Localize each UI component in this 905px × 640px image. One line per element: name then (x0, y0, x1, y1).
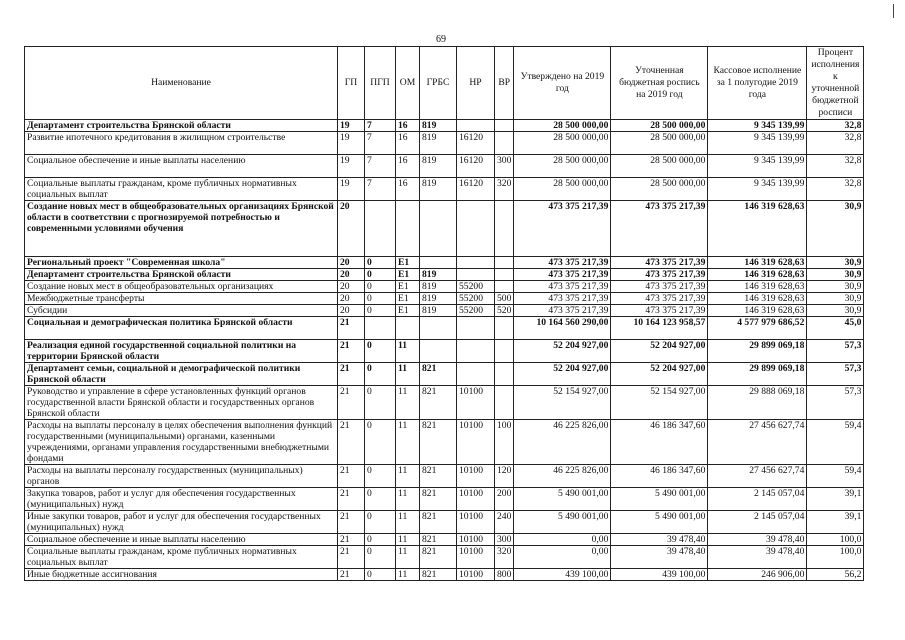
cell-percent: 30,9 (807, 305, 864, 317)
header-gp: ГП (338, 47, 365, 120)
cell-percent: 30,9 (807, 269, 864, 281)
cell-approved: 0,00 (514, 534, 611, 546)
cell-refined: 28 500 000,00 (611, 155, 708, 178)
cell-pgp: 7 (365, 155, 396, 178)
cell-gp: 21 (338, 363, 365, 386)
cell-gp: 21 (338, 317, 365, 340)
table-row (25, 420, 864, 465)
cell-vr (495, 340, 514, 363)
table-row (25, 293, 864, 305)
cell-nr: 10100 (457, 546, 495, 569)
cell-refined: 28 500 000,00 (611, 178, 708, 201)
table-row (25, 363, 864, 386)
cell-pgp: 0 (365, 269, 396, 281)
cell-refined: 28 500 000,00 (611, 132, 708, 155)
cell-gp: 21 (338, 340, 365, 363)
cell-percent: 30,9 (807, 281, 864, 293)
cell-approved: 473 375 217,39 (514, 305, 611, 317)
cell-percent: 57,3 (807, 340, 864, 363)
cell-om: 16 (396, 120, 420, 132)
table-row (25, 546, 864, 569)
budget-table (24, 46, 864, 581)
cell-approved: 473 375 217,39 (514, 269, 611, 281)
table-row (25, 534, 864, 546)
cell-percent: 32,8 (807, 132, 864, 155)
cell-cash: 4 577 979 686,52 (708, 317, 807, 340)
cell-om (396, 201, 420, 257)
header-refined: Уточненная бюджетная роспись на 2019 год (611, 47, 708, 120)
cell-grbs (420, 340, 457, 363)
cell-percent: 45,0 (807, 317, 864, 340)
cell-grbs: 821 (420, 420, 457, 465)
cell-percent: 39,1 (807, 511, 864, 534)
cell-nr (457, 317, 495, 340)
header-name: Наименование (25, 47, 338, 120)
cell-refined: 473 375 217,39 (611, 257, 708, 269)
cell-cash: 9 345 139,99 (708, 132, 807, 155)
cell-nr: 16120 (457, 132, 495, 155)
cell-name: Социальные выплаты гражданам, кроме публичных нормативных социальных выплат (25, 178, 338, 201)
cell-approved: 52 204 927,00 (514, 340, 611, 363)
cell-nr: 10100 (457, 420, 495, 465)
cell-nr: 10100 (457, 569, 495, 581)
cell-pgp: 0 (365, 305, 396, 317)
cell-refined: 46 186 347,60 (611, 465, 708, 488)
cell-cash: 9 345 139,99 (708, 155, 807, 178)
table-row (25, 465, 864, 488)
cell-vr (495, 120, 514, 132)
cell-approved: 473 375 217,39 (514, 257, 611, 269)
cell-gp: 19 (338, 178, 365, 201)
cell-percent: 100,0 (807, 534, 864, 546)
cell-vr: 520 (495, 305, 514, 317)
header-pgp: ПГП (365, 47, 396, 120)
cell-approved: 28 500 000,00 (514, 178, 611, 201)
cell-vr: 800 (495, 569, 514, 581)
cell-pgp: 7 (365, 178, 396, 201)
cell-nr: 10100 (457, 488, 495, 511)
cell-name: Руководство и управление в сфере установленных функций органов государственной власти Брянской области и государственных органов Брянской области (25, 386, 338, 420)
cell-om: 11 (396, 511, 420, 534)
cell-gp: 21 (338, 534, 365, 546)
cell-refined: 28 500 000,00 (611, 120, 708, 132)
cell-cash: 29 899 069,18 (708, 340, 807, 363)
cell-gp: 20 (338, 305, 365, 317)
table-row (25, 317, 864, 340)
cell-pgp: 0 (365, 363, 396, 386)
cell-grbs (420, 201, 457, 257)
table-row (25, 269, 864, 281)
cell-om: 16 (396, 178, 420, 201)
table-row (25, 511, 864, 534)
cell-nr: 55200 (457, 293, 495, 305)
edge-mark (893, 4, 894, 18)
cell-vr: 320 (495, 546, 514, 569)
cell-percent: 32,8 (807, 120, 864, 132)
cell-grbs: 819 (420, 269, 457, 281)
cell-approved: 28 500 000,00 (514, 155, 611, 178)
table-body (25, 120, 864, 581)
cell-refined: 39 478,40 (611, 546, 708, 569)
cell-percent: 32,8 (807, 155, 864, 178)
cell-nr (457, 120, 495, 132)
table-row (25, 155, 864, 178)
cell-refined: 46 186 347,60 (611, 420, 708, 465)
cell-vr: 200 (495, 488, 514, 511)
cell-grbs (420, 317, 457, 340)
cell-approved: 10 164 560 290,00 (514, 317, 611, 340)
cell-pgp: 0 (365, 569, 396, 581)
cell-gp: 19 (338, 120, 365, 132)
cell-om: 11 (396, 363, 420, 386)
cell-percent: 30,9 (807, 293, 864, 305)
cell-vr (495, 386, 514, 420)
cell-cash: 246 906,00 (708, 569, 807, 581)
cell-om: E1 (396, 293, 420, 305)
cell-percent: 30,9 (807, 201, 864, 257)
cell-pgp (365, 317, 396, 340)
cell-pgp: 7 (365, 120, 396, 132)
cell-percent: 32,8 (807, 178, 864, 201)
cell-name: Расходы на выплаты персоналу государственных (муниципальных) органов (25, 465, 338, 488)
cell-approved: 52 154 927,00 (514, 386, 611, 420)
cell-gp: 19 (338, 132, 365, 155)
header-percent: Процент исполнения к уточненной бюджетной росписи (807, 47, 864, 120)
cell-cash: 146 319 628,63 (708, 305, 807, 317)
cell-name: Департамент семьи, социальной и демографической политики Брянской области (25, 363, 338, 386)
cell-approved: 28 500 000,00 (514, 120, 611, 132)
cell-gp: 20 (338, 293, 365, 305)
cell-pgp: 0 (365, 293, 396, 305)
cell-refined: 52 204 927,00 (611, 340, 708, 363)
cell-nr (457, 201, 495, 257)
cell-grbs: 821 (420, 488, 457, 511)
cell-approved: 5 490 001,00 (514, 488, 611, 511)
cell-vr (495, 269, 514, 281)
cell-pgp: 0 (365, 257, 396, 269)
cell-refined: 10 164 123 958,57 (611, 317, 708, 340)
cell-cash: 39 478,40 (708, 534, 807, 546)
cell-cash: 39 478,40 (708, 546, 807, 569)
cell-name: Департамент строительства Брянской области (25, 120, 338, 132)
cell-om: 11 (396, 488, 420, 511)
cell-refined: 52 204 927,00 (611, 363, 708, 386)
cell-pgp: 7 (365, 132, 396, 155)
cell-vr (495, 363, 514, 386)
cell-om: 11 (396, 340, 420, 363)
cell-cash: 9 345 139,99 (708, 178, 807, 201)
cell-gp: 20 (338, 269, 365, 281)
cell-approved: 0,00 (514, 546, 611, 569)
header-cash: Кассовое исполнение за 1 полугодие 2019 года (708, 47, 807, 120)
cell-grbs: 821 (420, 511, 457, 534)
cell-om: 11 (396, 465, 420, 488)
table-row (25, 281, 864, 293)
cell-grbs: 819 (420, 293, 457, 305)
table-row (25, 340, 864, 363)
cell-vr: 240 (495, 511, 514, 534)
cell-nr (457, 269, 495, 281)
cell-approved: 52 204 927,00 (514, 363, 611, 386)
cell-om: E1 (396, 269, 420, 281)
cell-vr: 100 (495, 420, 514, 465)
cell-refined: 5 490 001,00 (611, 488, 708, 511)
cell-cash: 27 456 627,74 (708, 465, 807, 488)
table-row (25, 569, 864, 581)
cell-grbs: 819 (420, 132, 457, 155)
cell-cash: 146 319 628,63 (708, 257, 807, 269)
cell-approved: 473 375 217,39 (514, 293, 611, 305)
cell-approved: 439 100,00 (514, 569, 611, 581)
cell-approved: 5 490 001,00 (514, 511, 611, 534)
cell-refined: 39 478,40 (611, 534, 708, 546)
cell-name: Создание новых мест в общеобразовательных организациях Брянской области в соответствии с прогнозируемой потребностью и современными условиями обучения (25, 201, 338, 257)
cell-cash: 2 145 057,04 (708, 511, 807, 534)
cell-pgp: 0 (365, 281, 396, 293)
table-row (25, 132, 864, 155)
cell-refined: 473 375 217,39 (611, 201, 708, 257)
cell-name: Межбюджетные трансферты (25, 293, 338, 305)
cell-name: Социальная и демографическая политика Брянской области (25, 317, 338, 340)
cell-nr: 10100 (457, 534, 495, 546)
cell-gp: 21 (338, 569, 365, 581)
header-grbs: ГРБС (420, 47, 457, 120)
cell-name: Расходы на выплаты персоналу в целях обеспечения выполнения функций государственными (муниципальными) органами, казенными учреждениями, органами управления государственными внебюджетными фондами (25, 420, 338, 465)
cell-grbs: 821 (420, 386, 457, 420)
cell-pgp (365, 201, 396, 257)
table-row (25, 386, 864, 420)
cell-om: 16 (396, 132, 420, 155)
cell-name: Субсидии (25, 305, 338, 317)
cell-name: Иные закупки товаров, работ и услуг для обеспечения государственных (муниципальных) нужд (25, 511, 338, 534)
cell-name: Социальное обеспечение и иные выплаты населению (25, 534, 338, 546)
cell-gp: 21 (338, 420, 365, 465)
cell-cash: 29 899 069,18 (708, 363, 807, 386)
cell-percent: 39,1 (807, 488, 864, 511)
cell-pgp: 0 (365, 420, 396, 465)
cell-refined: 473 375 217,39 (611, 269, 708, 281)
cell-gp: 19 (338, 155, 365, 178)
cell-name: Региональный проект "Современная школа" (25, 257, 338, 269)
cell-gp: 21 (338, 511, 365, 534)
cell-pgp: 0 (365, 340, 396, 363)
cell-grbs: 819 (420, 155, 457, 178)
cell-gp: 20 (338, 281, 365, 293)
cell-approved: 473 375 217,39 (514, 281, 611, 293)
cell-vr: 320 (495, 178, 514, 201)
cell-grbs (420, 257, 457, 269)
cell-name: Создание новых мест в общеобразовательных организациях (25, 281, 338, 293)
cell-percent: 57,3 (807, 363, 864, 386)
cell-grbs: 819 (420, 178, 457, 201)
cell-grbs: 819 (420, 120, 457, 132)
cell-om (396, 317, 420, 340)
cell-percent: 56,2 (807, 569, 864, 581)
cell-refined: 473 375 217,39 (611, 281, 708, 293)
cell-cash: 146 319 628,63 (708, 293, 807, 305)
cell-grbs: 819 (420, 305, 457, 317)
cell-percent: 59,4 (807, 465, 864, 488)
cell-name: Иные бюджетные ассигнования (25, 569, 338, 581)
cell-cash: 2 145 057,04 (708, 488, 807, 511)
cell-om: 11 (396, 386, 420, 420)
cell-vr: 300 (495, 155, 514, 178)
cell-approved: 46 225 826,00 (514, 420, 611, 465)
cell-om: E1 (396, 257, 420, 269)
cell-cash: 29 888 069,18 (708, 386, 807, 420)
cell-nr (457, 340, 495, 363)
cell-name: Департамент строительства Брянской области (25, 269, 338, 281)
cell-percent: 100,0 (807, 546, 864, 569)
cell-nr: 10100 (457, 511, 495, 534)
cell-gp: 21 (338, 386, 365, 420)
cell-grbs: 819 (420, 281, 457, 293)
cell-vr (495, 317, 514, 340)
cell-cash: 146 319 628,63 (708, 201, 807, 257)
header-nr: НР (457, 47, 495, 120)
cell-om: 11 (396, 569, 420, 581)
header-approved: Утверждено на 2019 год (514, 47, 611, 120)
cell-nr: 16120 (457, 155, 495, 178)
cell-om: 11 (396, 420, 420, 465)
cell-refined: 52 154 927,00 (611, 386, 708, 420)
table-row (25, 488, 864, 511)
cell-approved: 28 500 000,00 (514, 132, 611, 155)
table-row (25, 178, 864, 201)
cell-nr (457, 257, 495, 269)
cell-vr (495, 281, 514, 293)
cell-nr: 10100 (457, 465, 495, 488)
cell-pgp: 0 (365, 488, 396, 511)
cell-grbs: 821 (420, 465, 457, 488)
cell-vr (495, 132, 514, 155)
table-header-row (25, 47, 864, 120)
cell-name: Социальное обеспечение и иные выплаты населению (25, 155, 338, 178)
cell-pgp: 0 (365, 534, 396, 546)
header-om: ОМ (396, 47, 420, 120)
cell-gp: 21 (338, 546, 365, 569)
cell-om: 11 (396, 534, 420, 546)
cell-vr: 120 (495, 465, 514, 488)
cell-percent: 57,3 (807, 386, 864, 420)
cell-name: Закупка товаров, работ и услуг для обеспечения государственных (муниципальных) нужд (25, 488, 338, 511)
cell-percent: 30,9 (807, 257, 864, 269)
cell-gp: 21 (338, 488, 365, 511)
cell-vr: 500 (495, 293, 514, 305)
cell-nr: 55200 (457, 305, 495, 317)
cell-vr: 300 (495, 534, 514, 546)
cell-pgp: 0 (365, 546, 396, 569)
cell-om: E1 (396, 305, 420, 317)
cell-name: Социальные выплаты гражданам, кроме публичных нормативных социальных выплат (25, 546, 338, 569)
cell-om: 16 (396, 155, 420, 178)
cell-nr: 16120 (457, 178, 495, 201)
table-row (25, 120, 864, 132)
cell-refined: 5 490 001,00 (611, 511, 708, 534)
cell-refined: 473 375 217,39 (611, 293, 708, 305)
cell-refined: 439 100,00 (611, 569, 708, 581)
cell-grbs: 821 (420, 569, 457, 581)
page-number: 69 (436, 34, 446, 45)
cell-cash: 27 456 627,74 (708, 420, 807, 465)
cell-percent: 59,4 (807, 420, 864, 465)
cell-gp: 20 (338, 201, 365, 257)
cell-grbs: 821 (420, 363, 457, 386)
cell-nr: 55200 (457, 281, 495, 293)
cell-grbs: 821 (420, 534, 457, 546)
cell-nr: 10100 (457, 386, 495, 420)
cell-approved: 46 225 826,00 (514, 465, 611, 488)
cell-gp: 20 (338, 257, 365, 269)
header-vr: ВР (495, 47, 514, 120)
cell-pgp: 0 (365, 386, 396, 420)
cell-pgp: 0 (365, 465, 396, 488)
cell-refined: 473 375 217,39 (611, 305, 708, 317)
cell-om: 11 (396, 546, 420, 569)
cell-name: Развитие ипотечного кредитования в жилищном строительстве (25, 132, 338, 155)
cell-cash: 146 319 628,63 (708, 281, 807, 293)
cell-nr (457, 363, 495, 386)
table-row (25, 305, 864, 317)
cell-cash: 9 345 139,99 (708, 120, 807, 132)
cell-cash: 146 319 628,63 (708, 269, 807, 281)
cell-approved: 473 375 217,39 (514, 201, 611, 257)
cell-pgp: 0 (365, 511, 396, 534)
table-row (25, 201, 864, 257)
cell-grbs: 821 (420, 546, 457, 569)
cell-vr (495, 201, 514, 257)
cell-gp: 21 (338, 465, 365, 488)
cell-om: E1 (396, 281, 420, 293)
cell-vr (495, 257, 514, 269)
cell-name: Реализация единой государственной социальной политики на территории Брянской области (25, 340, 338, 363)
table-row (25, 257, 864, 269)
